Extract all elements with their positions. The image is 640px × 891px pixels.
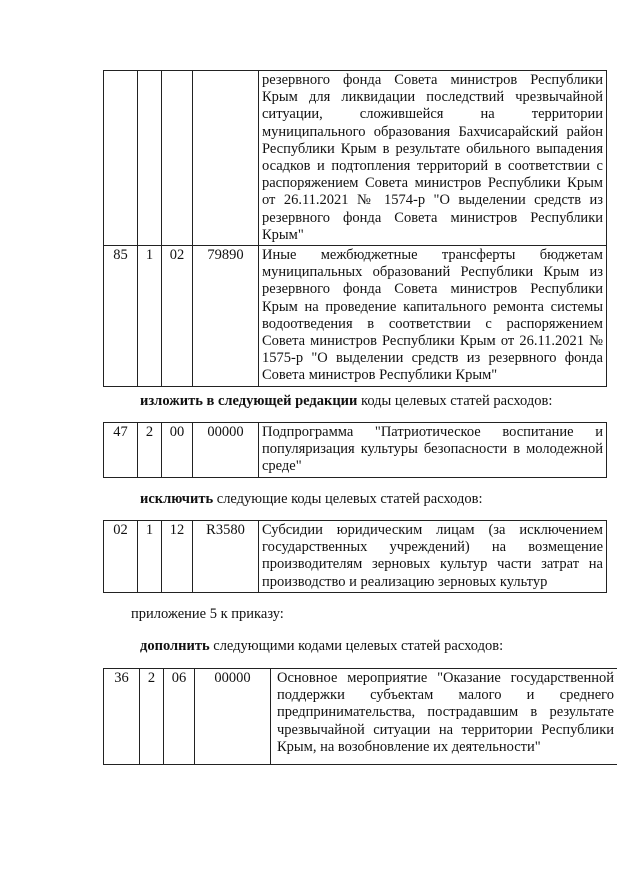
code-cell [138,71,162,246]
codes-table-3 [103,520,607,593]
codes-table-1 [103,70,607,387]
description-cell: Подпрограмма "Патриотическое воспитание и популяризация культуры безопасности в молодежной среде" [259,423,607,478]
code-cell: 36 [104,669,140,765]
description-cell: резервного фонда Совета министров Республики Крым для ликвидации последствий чрезвычайной ситуации, сложившейся на территории муниципального образования Бахчисарайский район Республики Крым в результате обильного выпадения осадков и подтопления территорий в соответствии с распоряжением Совета министров Республики Крым от 26.11.2021 № 1574-р "О выделении средств из резервного фонда Совета министров Республики Крым" [259,71,607,246]
code-cell: 2 [138,423,162,478]
code-cell [193,71,259,246]
appendix-line: приложение 5 к приказу: [131,606,284,622]
code-cell: 1 [138,521,162,593]
code-cell: 85 [104,246,138,387]
codes-table-2 [103,422,607,478]
code-cell: 00000 [193,423,259,478]
code-cell: 02 [162,246,193,387]
table-row [104,669,618,765]
description-cell: Основное мероприятие "Оказание государственной поддержки субъектам малого и среднего предпринимательства, пострадавшим в результате чрезвычайной ситуации на территории Республики Крым, на возобновление их деятельности" [271,669,618,765]
table-row [104,423,607,478]
instruction-text: коды целевых статей расходов: [357,393,553,409]
table-row [104,246,607,387]
code-cell: 12 [162,521,193,593]
instruction-text: следующие коды целевых статей расходов: [213,491,483,507]
code-cell [162,71,193,246]
code-cell: 02 [104,521,138,593]
code-cell: 00000 [195,669,271,765]
instruction-bold: исключить [140,491,214,507]
code-cell: 06 [164,669,195,765]
description-cell: Субсидии юридическим лицам (за исключением государственных учреждений) на возмещение производителям зерновых культур части затрат на производство и реализацию зерновых культур [259,521,607,593]
codes-table-4 [103,668,617,765]
instruction-bold: дополнить [140,638,210,654]
instruction-paragraph [140,490,482,508]
code-cell: 00 [162,423,193,478]
code-cell: 2 [140,669,164,765]
code-cell: 1 [138,246,162,387]
code-cell [104,71,138,246]
code-cell: 79890 [193,246,259,387]
description-cell: Иные межбюджетные трансферты бюджетам муниципальных образований Республики Крым из резервного фонда Совета министров Республики Крым на проведение капитального ремонта системы водоотведения в соответствии с распоряжением Совета министров Республики Крым от 26.11.2021 № 1575-р "О выделении средств из резервного фонда Совета министров Республики Крым" [259,246,607,387]
code-cell: 47 [104,423,138,478]
code-cell: R3580 [193,521,259,593]
instruction-paragraph [140,637,503,655]
table-row [104,71,607,246]
instruction-bold: изложить в следующей редакции [140,393,358,409]
instruction-paragraph [140,392,552,410]
instruction-text: следующими кодами целевых статей расходов: [209,638,504,654]
table-row [104,521,607,593]
